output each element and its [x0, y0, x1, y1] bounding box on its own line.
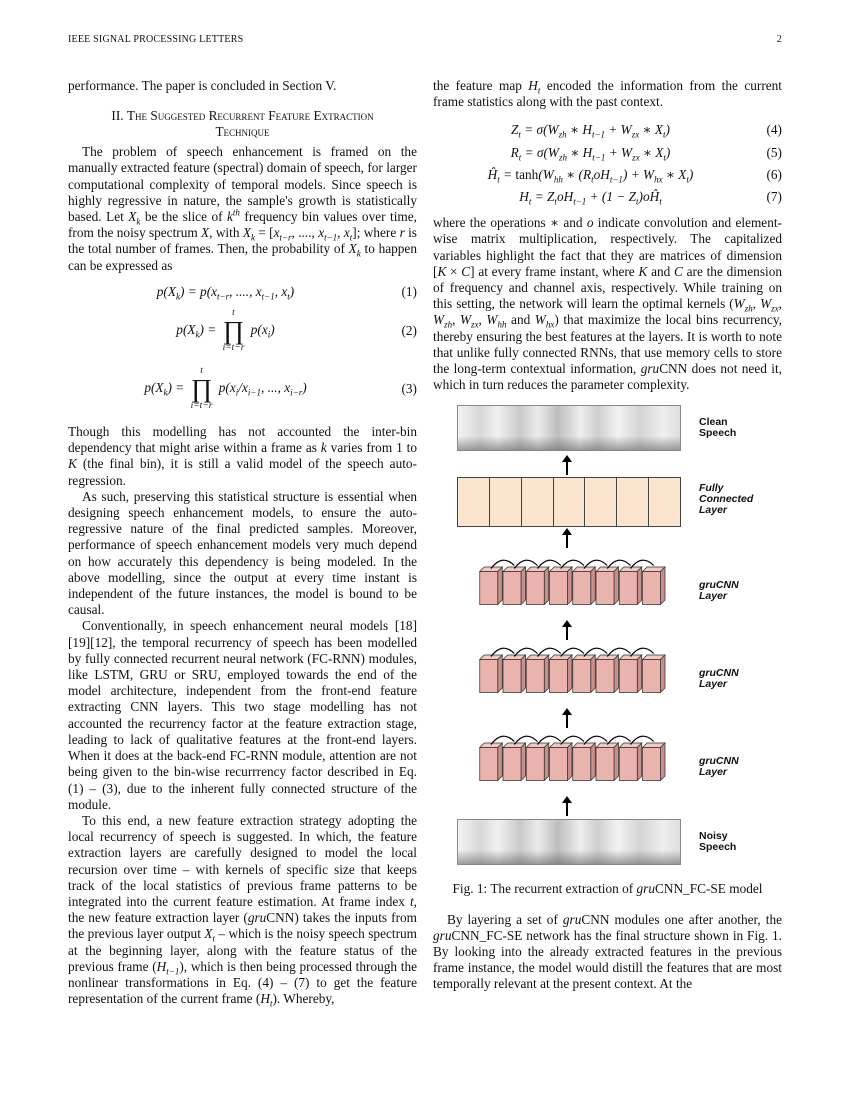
arrow-up-icon — [561, 455, 573, 475]
equation-7-number: (7) — [766, 189, 782, 205]
section-number: II. — [111, 108, 124, 124]
figure-caption: Fig. 1: The recurrent extraction of gruCNN_FC-SE model — [452, 881, 763, 897]
paragraph-interbin: Though this modelling has not accounted the inter-bin dependency that might arise within a frame as k varies from 1 to K (the final bin), it is still a valid model of the speech auto-regression. — [68, 424, 417, 488]
paragraph-new-strategy: To this end, a new feature extraction strategy adopting the local recurrency of speech is suggested. In which, the feature extraction layers are carefully designed to model the local recursion over time – with kernels of specific size that keeps track of the local statistics of previous frame patterns to be integrated into the current feature estimation. At frame index t, the new feature extraction layer (gruCNN) takes the inputs from the previous layer output $X_t$ – which is the noisy speech spectrum at the beginning layer, along with the feature status of the previous frame $(H_{t-1})$, which is then being processed through the nonlinear transformations in Eq. (4) – (7) to get the feature representation of the current frame $(H_t)$. Whereby, — [68, 812, 417, 1009]
equation-3-number: (3) — [401, 380, 417, 396]
equation-5: $R_t = \sigma(W_{zh}$ ∗ $H_{t-1} + W_{zx}$ ∗ $X_t$) (5) — [510, 144, 782, 163]
section-heading — [68, 108, 417, 140]
equation-6: $Ĥ_t = \tanh(W_{hh}$ ∗ $(R_toH_{t-1}) + W_{hx}$ ∗ $X_t$) (6) — [487, 166, 782, 185]
section-title-line2: Technique — [215, 124, 270, 140]
running-header: IEEE SIGNAL PROCESSING LETTERS — [68, 34, 244, 45]
equation-1: $p(X_k) = p(x_{t-r}$, ...., $x_{t-1}$, $x_t$) (1) — [156, 283, 417, 302]
paragraph-layering: By layering a set of gruCNN modules one after another, the gruCNN_FC-SE network has the final structure shown in Fig. 1. By looking into the already extracted features in the previous frame instance, the model would distill the features that are most temporally relevant at the present context. At the — [433, 911, 782, 992]
clean-speech-spectrogram — [457, 405, 681, 451]
label-noisy-speech: Noisy Speech — [699, 830, 737, 854]
equation-2: $p(X_k)$ = t ∏ i=t−r $p(x_i)$ (2) — [176, 308, 417, 354]
page-number: 2 — [776, 34, 782, 45]
label-clean-speech: Clean Speech — [699, 416, 737, 440]
paragraph-conventional-models: Conventionally, in speech enhancement neural models [18][19][12], the temporal recurrency of speech has been modelled by fully connected recurrent neural network (FC-RNN) modules, like LSTM, GRU or SRU, employed towards the end of the model architecture, independent from the front-end feature extracting CNN layers. This two stage modelling has not accounted the recurrency factor at the feature extraction stage, leading to lack of qualitative features at the front-end layers. When it does at the back-end FC-RNN module, attention are not being given to the bin-wise recurrrency factor described in Eq. (1) – (3), due to the inherent fully connected structure of the module. — [68, 618, 417, 812]
arrow-up-icon — [561, 528, 573, 548]
left-column — [68, 78, 417, 1007]
fully-connected-layer — [457, 477, 681, 527]
section-title-line1: The Suggested Recurrent Feature Extraction — [126, 108, 374, 124]
equation-5-number: (5) — [766, 144, 782, 160]
equation-3: $p(X_k)$ = t ∏ i=t−r $p(x_i/x_{i-1}$, ..., $x_{i-r}$) (3) — [144, 366, 417, 412]
paragraph-statistical-structure: As such, preserving this statistical structure is essential when designing speech enhancement models, to ensure the auto-regressive nature of the final predicted samples. Moreover, performance of speech enhancement models very much depend on how accurately this dependency is being modeled. In the above modelling, since the output at every time instant is independent of the future instances, the model is bound to be causal. — [68, 488, 417, 618]
equation-6-number: (6) — [766, 166, 782, 182]
arrow-up-icon — [561, 796, 573, 816]
label-grucnn-layer-1: gruCNN Layer — [699, 579, 739, 603]
equation-2-number: (2) — [401, 322, 417, 338]
label-grucnn-layer-3: gruCNN Layer — [699, 755, 739, 779]
label-grucnn-layer-2: gruCNN Layer — [699, 667, 739, 691]
equation-1-number: (1) — [401, 283, 417, 299]
grucnn-layer-1 — [447, 549, 697, 609]
equation-4-number: (4) — [766, 122, 782, 138]
grucnn-layer-2 — [447, 637, 697, 697]
label-fully-connected: Fully Connected Layer — [699, 482, 754, 517]
noisy-speech-spectrogram — [457, 819, 681, 865]
right-column — [433, 78, 782, 993]
paragraph-feature-map: the feature map $H_t$ encoded the information from the current frame statistics along with the past context. — [433, 78, 782, 110]
paragraph-operations: where the operations ∗ and o indicate convolution and element-wise matrix multiplication, respectively. The capitalized variables highlight the fact that they are matrices of dimension [K × C] at every frame instant, where K and C are the dimension of frequency and channel axis, respectively. While training on this setting, the network will learn the optimal kernels ($W_{zh}$, $W_{zx}$, $W_{zh}$, $W_{zx}$, $W_{hh}$ and $W_{hx}$) that maximize the local bins recurrency, thereby ensuring the best features at the layers. It is worth to note that unlike fully connected RNNs, that use memory cells to store the long-term contextual information, gruCNN does not need it, which in turn reduces the parameter complexity. — [433, 215, 782, 393]
grucnn-layer-3 — [447, 725, 697, 785]
equation-4: $Z_t = \sigma(W_{zh}$ ∗ $H_{t-1} + W_{zx}$ ∗ $X_t$) (4) — [511, 122, 782, 141]
intro-tail-paragraph: performance. The paper is concluded in Section V. — [68, 78, 337, 93]
paragraph-problem: The problem of speech enhancement is framed on the manually extracted feature (spectral) domain of speech, for larger computational complexity of temporal models. Since speech is highly regressive in nature, the sample's growth is statistically based. Let $X_k$ be the slice of $k^{th}$ frequency bin values over time, from the noisy spectrum X, with $X_k = [x_{t-r}$, ...., $x_{t-1}$, $x_t$]; where r is the total number of frames. Then, the probability of $X_k$ to happen can be expressed as — [68, 144, 417, 273]
figure-architecture — [433, 405, 782, 875]
equation-7: $H_t = Z_toH_{t-1} + (1$ − $Z_t)oĤ_t$ (7) — [519, 189, 782, 207]
